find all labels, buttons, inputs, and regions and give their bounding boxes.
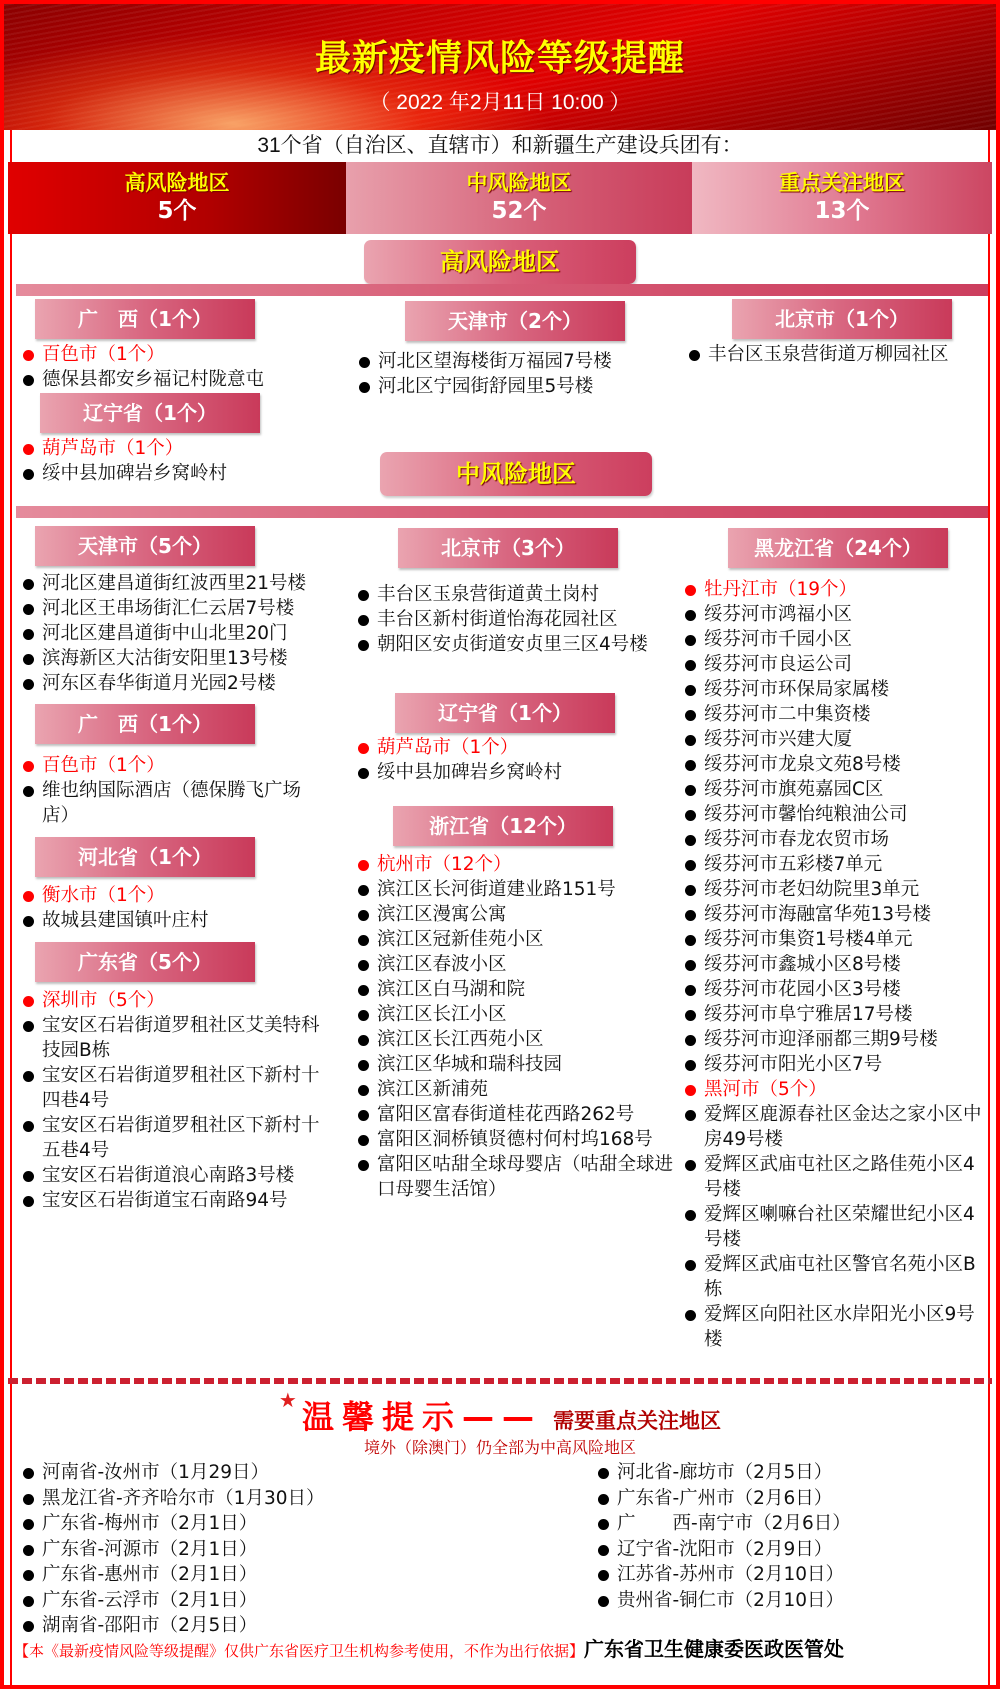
medium-risk-list-zhejiang — [355, 852, 675, 1202]
list-item: 爱辉区鹿源春社区金达之家小区中房49号楼 — [682, 1102, 987, 1152]
list-item: 河北区建昌道街中山北里20门 — [20, 621, 355, 646]
list-item: 湖南省-邵阳市（2月5日） — [20, 1613, 540, 1639]
summary-count: 13个 — [814, 198, 870, 224]
list-item: 绥芬河市迎泽丽都三期9号楼 — [682, 1027, 987, 1052]
list-item: 绥芬河市春龙农贸市场 — [682, 827, 987, 852]
section-divider-bar — [16, 506, 988, 518]
summary-label: 重点关注地区 — [779, 171, 905, 195]
list-item: 宝安区石岩街道浪心南路3号楼 — [20, 1163, 325, 1188]
province-label-zhejiang: 浙江省（12个） — [393, 806, 613, 846]
province-label-guangxi: 广 西（1个） — [35, 299, 255, 339]
city-item: 衡水市（1个） — [20, 883, 325, 908]
list-item: 丰台区玉泉营街道黄土岗村 — [355, 582, 675, 607]
medium-risk-list-beijing — [355, 582, 675, 657]
list-item: 德保县都安乡福记村陇意屯 — [20, 367, 340, 392]
list-item: 绥芬河市阜宁雅居17号楼 — [682, 1002, 987, 1027]
medium-risk-list-tianjin — [20, 571, 355, 696]
disclaimer-text: 【本《最新疫情风险等级提醒》仅供广东省医疗卫生机构参考使用，不作为出行依据】 — [14, 1642, 585, 1660]
list-item: 滨江区漫寓公寓 — [355, 902, 675, 927]
list-item: 丰台区新村街道怡海花园社区 — [355, 607, 675, 632]
province-label-beijing: 北京市（1个） — [732, 299, 952, 339]
report-date: （ 2022 年2月11日 10:00 ） — [369, 91, 631, 114]
issuer-text: 广东省卫生健康委医政医管处 — [584, 1637, 845, 1661]
tips-note: 境外（除澳门）仍全部为中高风险地区 — [363, 1438, 636, 1457]
list-item: 河北区望海楼街万福园7号楼 — [356, 349, 676, 374]
list-item: 滨江区华城和瑞科技园 — [355, 1052, 675, 1077]
list-item: 富阳区富春街道桂花西路262号 — [355, 1102, 675, 1127]
list-item: 宝安区石岩街道罗租社区下新村十五巷4号 — [20, 1113, 325, 1163]
footer — [14, 1635, 986, 1663]
list-item: 爱辉区喇嘛台社区荣耀世纪小区4号楼 — [682, 1202, 987, 1252]
dashed-separator — [8, 1378, 992, 1384]
list-item: 绥芬河市鸿福小区 — [682, 602, 987, 627]
city-item: 百色市（1个） — [20, 342, 340, 367]
scope-subtitle: 31个省（自治区、直辖市）和新疆生产建设兵团有： — [257, 134, 743, 157]
list-item: 绥芬河市兴建大厦 — [682, 727, 987, 752]
list-item: 滨江区长江西苑小区 — [355, 1027, 675, 1052]
province-label-heilongjiang: 黑龙江省（24个） — [728, 528, 948, 568]
tips-title: 温馨提示—— — [301, 1398, 542, 1436]
medium-risk-list-guangxi — [20, 753, 325, 828]
summary-medium-risk — [346, 162, 692, 234]
province-label-tianjin: 天津市（5个） — [35, 526, 255, 566]
page-title: 最新疫情风险等级提醒 — [314, 38, 685, 79]
high-risk-list-liaoning — [20, 436, 340, 486]
city-item: 百色市（1个） — [20, 753, 325, 778]
province-label-guangxi: 广 西（1个） — [35, 704, 255, 744]
province-label-guangdong: 广东省（5个） — [35, 942, 255, 982]
list-item: 河北省-廊坊市（2月5日） — [595, 1460, 975, 1486]
summary-label: 高风险地区 — [124, 171, 230, 195]
list-item: 绥芬河市龙泉文苑8号楼 — [682, 752, 987, 777]
medium-risk-list-hebei — [20, 883, 325, 933]
list-item: 滨江区新浦苑 — [355, 1077, 675, 1102]
high-risk-section-header: 高风险地区 — [364, 240, 636, 284]
summary-count: 5个 — [157, 198, 197, 224]
city-item: 杭州市（12个） — [355, 852, 675, 877]
summary-focus-area — [692, 162, 992, 234]
medium-risk-list-guangdong — [20, 988, 325, 1213]
list-item: 河北区宁园街舒园里5号楼 — [356, 374, 676, 399]
city-item: 深圳市（5个） — [20, 988, 325, 1013]
province-label-liaoning: 辽宁省（1个） — [395, 693, 615, 733]
list-item: 宝安区石岩街道宝石南路94号 — [20, 1188, 325, 1213]
list-item: 贵州省-铜仁市（2月10日） — [595, 1588, 975, 1614]
medium-risk-list-heilongjiang — [682, 577, 987, 1352]
medium-risk-list-liaoning — [355, 735, 675, 785]
city-item: 葫芦岛市（1个） — [355, 735, 675, 760]
list-item: 爱辉区武庙屯社区之路佳苑小区4号楼 — [682, 1152, 987, 1202]
province-label-liaoning: 辽宁省（1个） — [40, 393, 260, 433]
medium-risk-section-header: 中风险地区 — [380, 452, 652, 496]
list-item: 爱辉区向阳社区水岸阳光小区9号楼 — [682, 1302, 987, 1352]
list-item: 广东省-惠州市（2月1日） — [20, 1562, 540, 1588]
list-item: 河东区春华街道月光园2号楼 — [20, 671, 355, 696]
section-divider-bar — [16, 284, 988, 296]
list-item: 河南省-汝州市（1月29日） — [20, 1460, 540, 1486]
focus-area-list-left — [20, 1460, 540, 1639]
list-item: 滨江区白马湖和院 — [355, 977, 675, 1002]
city-item: 牡丹江市（19个） — [682, 577, 987, 602]
list-item: 富阳区洞桥镇贤德村何村坞168号 — [355, 1127, 675, 1152]
list-item: 滨江区长河街道建业路151号 — [355, 877, 675, 902]
city-item: 黑河市（5个） — [682, 1077, 987, 1102]
list-item: 绥芬河市二中集资楼 — [682, 702, 987, 727]
list-item: 广东省-梅州市（2月1日） — [20, 1511, 540, 1537]
list-item: 富阳区咕甜全球母婴店（咕甜全球进口母婴生活馆） — [355, 1152, 675, 1202]
city-item: 葫芦岛市（1个） — [20, 436, 340, 461]
province-label-hebei: 河北省（1个） — [35, 837, 255, 877]
tips-heading — [0, 1388, 1000, 1438]
list-item: 维也纳国际酒店（德保腾飞广场店） — [20, 778, 325, 828]
summary-high-risk — [8, 162, 346, 234]
list-item: 滨海新区大沽街安阳里13号楼 — [20, 646, 355, 671]
list-item: 滨江区冠新佳苑小区 — [355, 927, 675, 952]
list-item: 广东省-广州市（2月6日） — [595, 1486, 975, 1512]
list-item: 绥芬河市老妇幼院里3单元 — [682, 877, 987, 902]
list-item: 爱辉区武庙屯社区警官名苑小区B栋 — [682, 1252, 987, 1302]
summary-label: 中风险地区 — [466, 171, 572, 195]
star-icon: ★ — [278, 1388, 297, 1412]
header-banner — [4, 4, 996, 130]
list-item: 河北区建昌道街红波西里21号楼 — [20, 571, 355, 596]
list-item: 广东省-云浮市（2月1日） — [20, 1588, 540, 1614]
focus-area-list-right — [595, 1460, 975, 1613]
list-item: 宝安区石岩街道罗租社区下新村十四巷4号 — [20, 1063, 325, 1113]
list-item: 滨江区春波小区 — [355, 952, 675, 977]
list-item: 广 西-南宁市（2月6日） — [595, 1511, 975, 1537]
list-item: 绥芬河市阳光小区7号 — [682, 1052, 987, 1077]
province-label-beijing: 北京市（3个） — [398, 528, 618, 568]
list-item: 宝安区石岩街道罗租社区艾美特科技园B栋 — [20, 1013, 325, 1063]
high-risk-list-guangxi — [20, 342, 340, 392]
list-item: 绥芬河市花园小区3号楼 — [682, 977, 987, 1002]
province-label-tianjin: 天津市（2个） — [405, 301, 625, 341]
list-item: 绥芬河市海融富华苑13号楼 — [682, 902, 987, 927]
list-item: 绥芬河市集资1号楼4单元 — [682, 927, 987, 952]
list-item: 江苏省-苏州市（2月10日） — [595, 1562, 975, 1588]
high-risk-list-beijing — [686, 342, 996, 367]
list-item: 辽宁省-沈阳市（2月9日） — [595, 1537, 975, 1563]
summary-count: 52个 — [491, 198, 547, 224]
list-item: 河北区王串场街汇仁云居7号楼 — [20, 596, 355, 621]
list-item: 黑龙江省-齐齐哈尔市（1月30日） — [20, 1486, 540, 1512]
list-item: 绥中县加碑岩乡窝岭村 — [20, 461, 340, 486]
list-item: 绥芬河市鑫城小区8号楼 — [682, 952, 987, 977]
list-item: 绥芬河市良运公司 — [682, 652, 987, 677]
list-item: 绥芬河市旗苑嘉园C区 — [682, 777, 987, 802]
list-item: 绥芬河市环保局家属楼 — [682, 677, 987, 702]
list-item: 绥芬河市千园小区 — [682, 627, 987, 652]
list-item: 绥芬河市馨怡纯粮油公司 — [682, 802, 987, 827]
list-item: 丰台区玉泉营街道万柳园社区 — [686, 342, 996, 367]
summary-band — [8, 162, 992, 234]
list-item: 广东省-河源市（2月1日） — [20, 1537, 540, 1563]
list-item: 滨江区长江小区 — [355, 1002, 675, 1027]
list-item: 绥芬河市五彩楼7单元 — [682, 852, 987, 877]
high-risk-list-tianjin — [356, 349, 676, 399]
list-item: 朝阳区安贞街道安贞里三区4号楼 — [355, 632, 675, 657]
list-item: 绥中县加碑岩乡窝岭村 — [355, 760, 675, 785]
tips-subtitle: 需要重点关注地区 — [553, 1409, 722, 1433]
list-item: 故城县建国镇叶庄村 — [20, 908, 325, 933]
